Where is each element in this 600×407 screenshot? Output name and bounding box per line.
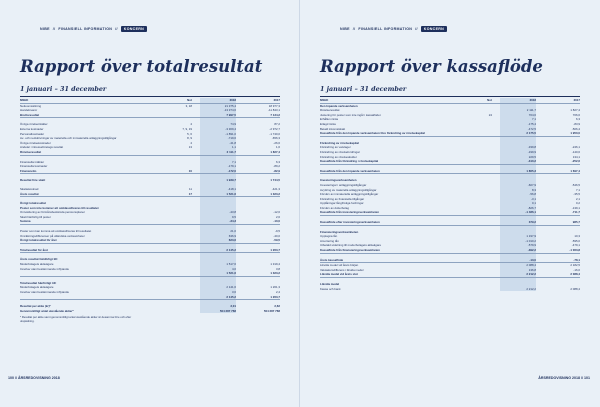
- row-label: Resultat före skatt: [20, 178, 46, 183]
- value-2018: 21 375,4: [224, 103, 236, 108]
- row-label: Av- och nedskrivningar av materiella och immateriella anläggningstillgångar: [20, 136, 117, 141]
- row-label: Den löpande verksamheten: [320, 103, 358, 108]
- value-2017: 134,1: [572, 154, 580, 159]
- value-2018: -339,8: [527, 145, 536, 150]
- value-2017: 87,2: [274, 122, 280, 127]
- value-2017: 1 950,0: [570, 131, 580, 136]
- value-2018: -1 486,1: [525, 210, 536, 215]
- header-section: FINANSIELL INFORMATION: [58, 27, 113, 31]
- row-note: 17: [188, 191, 192, 196]
- row-label: Erlagd ränta: [320, 121, 336, 126]
- row-label: Handelsvaror: [20, 108, 38, 113]
- row-label: Kassaflöde från den löpande verksamheten: [320, 168, 380, 173]
- value-2017: 1 697,4: [570, 168, 580, 173]
- value-2018: 2 141,6: [226, 285, 236, 290]
- row-label: Kassaflöde från investeringsverksamheten: [320, 210, 379, 215]
- value-2018: -199,9: [527, 149, 536, 154]
- row-label: Övriga rörelsekostnader: [20, 140, 51, 145]
- cash-flow-table: [320, 98, 580, 291]
- row-label: Förvärv av immateriella anläggningstillgångar: [320, 192, 379, 197]
- row-label: Totalresultat hänförligt till:: [20, 280, 57, 285]
- row-label: Skattekostnad: [20, 186, 39, 191]
- value-2017: 10,3: [574, 234, 580, 239]
- row-note: 24: [488, 112, 492, 117]
- row-label: Årets resultat: [20, 191, 39, 196]
- header-separator: //: [115, 27, 118, 31]
- row-note: 7, 9, 19: [182, 126, 192, 131]
- header-separator: //: [415, 27, 418, 31]
- value-2017: -140,6: [571, 149, 580, 154]
- value-2018: -719,6: [227, 136, 236, 141]
- value-2017: 6,3: [275, 159, 280, 164]
- value-2018: 2 111,7: [226, 149, 236, 154]
- value-2018: -41,8: [229, 140, 236, 145]
- value-2017: 1,6: [275, 145, 280, 150]
- row-note: [170, 295, 192, 300]
- value-2017: 18 977,3: [268, 103, 280, 108]
- row-label: Övrigt totalresultat för året: [20, 238, 57, 243]
- page-footer: 100 // ÅRSREDOVISNING 2018: [8, 376, 60, 380]
- row-label: Moderbolagets aktieägare: [20, 285, 54, 290]
- value-2017: 706,6: [572, 112, 580, 117]
- row-label: Likvida medel: [320, 282, 340, 286]
- col-header-2018: 2018: [529, 98, 536, 102]
- value-2017: 2,1: [575, 196, 580, 201]
- value-2018: 636,9: [228, 233, 236, 238]
- value-2018: 4,0: [231, 266, 236, 271]
- page-title: Rapport över kassaflöde: [320, 57, 543, 76]
- value-2017: -1 740,0: [269, 131, 280, 136]
- value-2017: -139,1: [571, 205, 580, 210]
- page-right: [300, 0, 600, 407]
- row-label: Övriga rörelseintäkter: [20, 122, 48, 127]
- value-2017: -78,1: [573, 257, 580, 262]
- value-2018: -172,0: [227, 168, 236, 173]
- row-note: [170, 113, 192, 118]
- row-label: Bruttoresultat: [20, 112, 40, 117]
- row-label: [20, 271, 170, 276]
- value-2017: -1 063,8: [569, 248, 580, 253]
- value-2018: -3 309,4: [225, 126, 236, 131]
- value-2018: -34,3: [229, 219, 236, 224]
- row-label: Summa: [20, 219, 31, 224]
- value-2017: 1 323,2: [270, 271, 280, 276]
- value-2018: -175,4: [527, 121, 536, 126]
- value-2018: -56,8: [529, 192, 536, 197]
- row-note: 11: [188, 186, 192, 191]
- value-2018: 2 088,4: [526, 263, 536, 268]
- row-label: Kassaflöde från finansieringsverksamheten: [320, 248, 380, 253]
- row-label: Förändring av rörelseskulder: [320, 154, 357, 159]
- row-label: Omvärdering av förmånsbestämda pensionsplaner: [20, 210, 85, 215]
- value-2018: -826,7: [527, 205, 536, 210]
- page-subtitle: 1 januari – 31 december: [320, 85, 407, 93]
- income-statement-table: [20, 98, 280, 324]
- value-2017: 2 088,4: [570, 272, 580, 277]
- col-header-2018: 2018: [229, 98, 236, 102]
- row-label: Förändring av rörelsefordringar: [320, 149, 360, 154]
- row-label: Totalresultat för året: [20, 247, 48, 252]
- value-2018: 1 521,6: [226, 191, 236, 196]
- value-2018: 1 865,3: [526, 168, 536, 173]
- row-note: [170, 309, 192, 314]
- row-label: Utbetald utdelning till moderbolagets aktieägare: [320, 243, 382, 248]
- value-2018: -1 891,0: [225, 131, 236, 136]
- row-label: Avyttring av materiella anläggningstillgångar: [320, 187, 377, 192]
- value-2017: 1 744,5: [270, 178, 280, 183]
- row-label: Upptagna lån: [320, 234, 338, 239]
- value-2017: -421,3: [271, 186, 280, 191]
- value-2018: 2 212,2: [526, 272, 536, 277]
- value-2018: 504 287 768: [219, 308, 236, 313]
- row-note: [170, 238, 192, 243]
- header-brand: NIBE: [340, 27, 350, 31]
- row-note: [170, 248, 192, 253]
- value-2018: 21,0: [230, 229, 236, 234]
- row-label: Poster som inte kommer att omklassificeras till resultatet: [20, 205, 99, 210]
- value-2018: 1 517,6: [226, 262, 236, 267]
- value-2017: -10,0: [273, 219, 280, 224]
- row-label: Erhållen ränta: [320, 117, 338, 122]
- value-2018: 2 175,5: [526, 131, 536, 136]
- value-2018: 7,1: [531, 117, 536, 122]
- value-2017: 2 182,5: [570, 263, 580, 268]
- row-note: [470, 248, 492, 253]
- header-section: FINANSIELL INFORMATION: [358, 27, 413, 31]
- row-label: Externa kostnader: [20, 126, 44, 131]
- row-label: Kassaflöde från den löpande verksamheten före förändring av rörelsekapital: [320, 131, 425, 136]
- value-2018: 2 145,2: [226, 294, 236, 299]
- value-2017: -595,0: [571, 238, 580, 243]
- row-label: Poster som kan komma att omklassificeras till resultatet: [20, 229, 92, 234]
- value-2017: 7 134,2: [270, 112, 280, 117]
- value-2017: -40,0: [273, 233, 280, 238]
- row-note: 3, 18: [185, 103, 192, 108]
- table-body: [20, 104, 280, 314]
- row-label: Moderbolagets aktieägare: [20, 262, 54, 267]
- value-2017: 3,8: [275, 266, 280, 271]
- value-2018: 9,5: [231, 214, 236, 219]
- value-2017: -711,7: [571, 210, 580, 215]
- value-2018: -310,2: [527, 159, 536, 164]
- row-note: 5, 6: [187, 131, 192, 136]
- value-2017: 7,1: [575, 187, 580, 192]
- value-2018: 1 939,7: [226, 178, 236, 183]
- running-header: [340, 26, 447, 32]
- value-2018: 3,01: [230, 304, 236, 309]
- value-2017: -11 843,1: [268, 108, 280, 113]
- row-note: [470, 159, 492, 164]
- row-label: Övrigt totalresultat: [20, 201, 46, 206]
- value-2018: 229,5: [528, 154, 536, 159]
- value-2018: 3,6: [231, 290, 236, 294]
- row-label: Investeringsverksamheten: [320, 178, 357, 183]
- value-2018: 2 145,2: [226, 247, 236, 252]
- row-label: Betald inkomstskatt: [320, 126, 346, 131]
- row-label: Rörelseresultat: [20, 149, 42, 154]
- value-2018: 0,1: [531, 201, 536, 206]
- row-label: Likvida medel vid årets slut: [320, 272, 358, 277]
- row-label: Genomsnittligt antal utestående aktier*: [20, 308, 74, 313]
- value-2018: 1 197,9: [526, 234, 536, 239]
- page-title: Rapport över totalresultat: [20, 57, 263, 76]
- page-footer: ÅRSREDOVISNING 2018 // 101: [538, 376, 590, 380]
- value-2017: 1 263,7: [270, 294, 280, 299]
- value-2017: -26,6: [273, 140, 280, 145]
- col-header-2017: 2017: [573, 98, 580, 102]
- row-note: [170, 271, 192, 276]
- value-2017: -9,5: [275, 229, 280, 234]
- row-note: [470, 210, 492, 215]
- value-2017: 504 287 768: [263, 308, 280, 313]
- value-2017: 0,2: [575, 201, 580, 206]
- row-note: 4: [190, 122, 192, 127]
- value-2018: 74,9: [230, 122, 236, 127]
- table-body: [320, 104, 580, 292]
- row-label: [20, 295, 170, 300]
- header-separator: //: [52, 27, 56, 31]
- row-label: Kassaflöde efter investeringsverksamheten: [320, 220, 380, 225]
- row-note: [470, 131, 492, 136]
- row-label: Personalkostnader: [20, 131, 45, 136]
- page-subtitle: 1 januari – 31 december: [20, 85, 107, 93]
- header-pill[interactable]: KONCERN: [121, 26, 147, 32]
- value-2018: -13 374,6: [223, 108, 236, 113]
- row-label: Kassaflöde från förändring i rörelsekapital: [320, 159, 379, 164]
- row-label: Resultat per aktie (kr)*: [20, 304, 51, 309]
- row-label: Investeringar i anläggningstillgångar: [320, 182, 367, 187]
- col-header-label: MSEK: [20, 98, 29, 102]
- row-label: Skatt hänförlig till poster: [20, 214, 51, 219]
- value-2017: -59,5: [273, 238, 280, 243]
- value-2017: -35,5: [573, 192, 580, 197]
- running-header: [40, 26, 147, 32]
- value-2017: -246,1: [571, 145, 580, 150]
- row-note: 8, 9: [187, 136, 192, 141]
- value-2017: 985,7: [572, 220, 580, 225]
- row-note: [470, 169, 492, 174]
- value-2017: 1 323,2: [270, 191, 280, 196]
- row-label: Finansiella kostnader: [20, 164, 48, 169]
- value-2018: -43,8: [229, 210, 236, 215]
- value-2017: -89,2: [273, 164, 280, 169]
- row-label: Likvida medel vid årets början: [320, 263, 359, 268]
- value-2017: 6,3: [575, 117, 580, 122]
- value-2017: -2 972,7: [269, 126, 280, 131]
- value-2017: 2,6: [275, 214, 280, 219]
- value-2018: 2 212,2: [526, 286, 536, 291]
- value-2018: -472,5: [527, 126, 536, 131]
- header-pill[interactable]: KONCERN: [421, 26, 447, 32]
- row-label: Rörelseresultat: [320, 108, 340, 113]
- header-separator: //: [352, 27, 356, 31]
- row-note: [470, 220, 492, 225]
- title-rule: [20, 96, 280, 97]
- footnote: * Resultat per aktie samt genomsnittligt antal utestående aktier är desamma före och efter utspädning.: [20, 315, 132, 323]
- value-2018: 1 521,6: [226, 271, 236, 276]
- row-label: Andelar i intresseföretags resultat: [20, 145, 64, 150]
- value-2017: 1 263,7: [270, 247, 280, 252]
- row-label: Förändring av varulager: [320, 145, 351, 150]
- row-note: 13: [188, 145, 192, 150]
- value-2017: -656,3: [271, 136, 280, 141]
- title-rule: [320, 96, 580, 97]
- value-2018: 7,1: [231, 159, 236, 164]
- header-brand: NIBE: [40, 27, 50, 31]
- row-label: Innehav utan bestämmande inflytande: [20, 266, 70, 271]
- row-label: Upplåningar långfristiga fordringar: [320, 201, 364, 206]
- row-label: Innehav utan bestämmande inflytande: [20, 290, 70, 294]
- value-2018: 623,6: [228, 238, 236, 243]
- col-header-note: Not: [187, 98, 192, 102]
- value-2018: 379,2: [528, 220, 536, 225]
- row-label: Finansiella intäkter: [20, 159, 45, 164]
- value-2017: 2,62: [274, 304, 280, 309]
- value-2017: -506,4: [571, 126, 580, 131]
- row-label: Nettoomsättning: [20, 103, 42, 108]
- row-label: Förändring av rörelsekapital: [320, 140, 359, 145]
- value-2018: -579,9: [527, 243, 536, 248]
- value-2018: 7 997,5: [226, 112, 236, 117]
- row-label: Förändring av finansiella tillgångar: [320, 196, 365, 201]
- row-label: Årets kassaflöde: [320, 257, 344, 262]
- row-note: 4: [190, 140, 192, 145]
- col-header-2017: 2017: [273, 98, 280, 102]
- value-2017: -83,9: [573, 121, 580, 126]
- col-header-note: Not: [487, 98, 492, 102]
- value-2017: 1 319,4: [270, 262, 280, 267]
- value-2018: -13,0: [529, 257, 536, 262]
- row-label: Årets resultat hänförligt till:: [20, 257, 58, 262]
- row-note: [470, 272, 492, 277]
- row-label: Förvärv av dotterbolag: [320, 205, 349, 210]
- value-2017: -546,5: [571, 182, 580, 187]
- row-label: Omräkningsdifferenser på utländska verksamheter: [20, 233, 85, 238]
- row-label: Kassa och bank: [320, 286, 341, 291]
- value-2017: -479,1: [571, 243, 580, 248]
- value-2017: 2 088,4: [570, 286, 580, 291]
- value-2018: -418,1: [227, 186, 236, 191]
- value-2018: -392,2: [527, 248, 536, 253]
- value-2017: -252,6: [571, 159, 580, 164]
- value-2018: -3,1: [531, 196, 536, 201]
- table-row: [20, 309, 280, 314]
- value-2018: 2 111,7: [526, 108, 536, 113]
- value-2018: 8,3: [531, 187, 536, 192]
- value-2018: 136,8: [528, 267, 536, 272]
- value-2018: 1,1: [231, 145, 236, 150]
- row-note: [170, 150, 192, 155]
- value-2017: 1 261,3: [270, 285, 280, 290]
- row-note: 10: [188, 168, 192, 173]
- row-note: [470, 258, 492, 263]
- col-header-label: MSEK: [320, 98, 329, 102]
- row-label: Amortering lån: [320, 238, 339, 243]
- row-label: Valutakursdifferens i likvida medel: [320, 267, 364, 272]
- value-2017: -16,0: [573, 267, 580, 272]
- value-2017: -12,6: [273, 210, 280, 215]
- value-2017: 1 827,4: [570, 108, 580, 113]
- value-2017: -82,9: [273, 168, 280, 173]
- value-2018: -1 010,2: [525, 238, 536, 243]
- value-2018: 704,6: [528, 112, 536, 117]
- value-2017: 1 827,4: [270, 149, 280, 154]
- row-note: [170, 219, 192, 224]
- row-label: Finansnetto: [20, 168, 37, 173]
- value-2018: -607,9: [527, 182, 536, 187]
- row-note: [470, 287, 492, 292]
- row-label: Justering för poster som inte ingår i kassaflödet: [320, 112, 381, 117]
- value-2017: 2,4: [275, 290, 280, 294]
- value-2018: -179,1: [227, 164, 236, 169]
- row-label: Finansieringsverksamheten: [320, 229, 359, 234]
- table-row: [320, 287, 580, 292]
